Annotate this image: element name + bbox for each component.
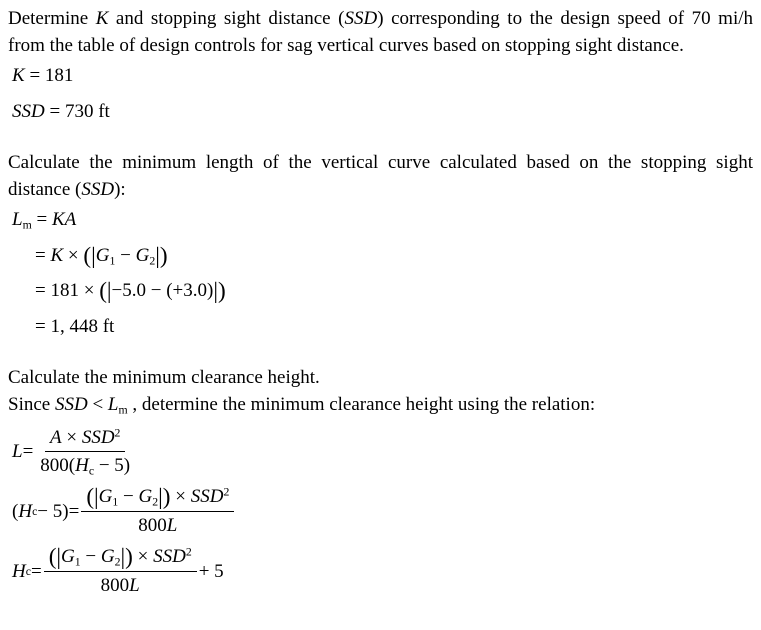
text-run: Calculate the minimum clearance height. [8,367,320,389]
less-than-sign: < [87,393,108,415]
equation-text: 800( [40,455,76,477]
fraction-numerator [44,545,197,572]
text-run: Since [8,393,55,415]
fraction-denominator [35,452,135,478]
var-K: K [12,65,25,87]
equation-lm-line3 [35,277,753,306]
equation-lm-line2 [35,242,753,271]
close-bar-paren: |) [120,544,133,571]
equation-lm-line4 [35,313,753,342]
equals-sign: = [30,560,42,582]
var-G1: G [95,244,110,266]
equals-sign: = [35,244,51,266]
minus-sign: − [115,244,136,266]
equals-sign: = [68,500,80,522]
times-sign: × [61,426,82,448]
times-sign: × [132,546,154,568]
equation-text: = 1, 448 ft [35,315,115,337]
subscript-2: 2 [152,495,159,509]
equals-sign: = [22,440,34,462]
var-G1: G [98,486,113,508]
var-K: K [50,244,64,266]
minus-sign: − [80,546,101,568]
close-bar-paren: |) [155,242,168,269]
equation-text: − 5) [94,455,131,477]
equation-k-value [12,62,753,91]
open-paren-bar: (| [99,278,112,305]
equation-Hc-minus-5: ( H c − 5) = $\frac{(|G_1 - G_2|) \times SSD^2}{800L}$ [12,485,753,538]
var-SSD: SSD [81,178,115,200]
instruction-clearance-height [8,365,753,392]
var-L: L [107,393,119,415]
equation-text: = 181 × [35,280,100,302]
var-L: L [12,209,23,231]
var-H: H [18,500,33,522]
times-sign: × [170,486,191,508]
open-paren-bar: (| [48,544,62,571]
equation-Hc: H c = $\frac{(|G_1 - G_2|) \times SSD^2}{800L}$ + 5 [12,544,224,597]
equation-text: 800 [100,575,130,597]
text-run: and stopping sight distance ( [108,8,345,29]
subscript-m: m [118,403,128,417]
plus-5-term: + 5 [198,560,224,582]
var-H: H [75,455,89,477]
close-bar-paren: |) [213,278,226,305]
equation-text: = 181 [24,65,74,87]
fraction-denominator [133,512,182,538]
times-sign: × [63,244,84,266]
text-run: Calculate the minimum length of the vertical curve calculated based on the stopping sight distance ( [8,152,753,200]
equation-text: − 5) [37,500,69,522]
equation-text: = 730 ft [44,100,110,122]
var-L: L [129,575,140,597]
text-run: , determine the minimum clearance height using the relation: [127,393,596,415]
superscript-2: 2 [114,426,121,440]
subscript-2: 2 [149,254,156,268]
text-run: Determine [8,8,96,29]
equation-text: −5.0 − (+3.0) [111,280,214,302]
subscript-1: 1 [109,254,116,268]
fraction-numerator [45,426,125,453]
equals-sign: = [31,209,52,231]
var-L: L [12,440,23,462]
instruction-relation [8,392,753,419]
var-L: L [166,515,178,537]
equation-L-relation [12,426,753,479]
fraction [44,545,197,598]
fraction-numerator [81,485,234,512]
var-G2: G [100,546,115,568]
text-run: ): [114,178,126,200]
var-K: K [95,8,109,29]
subscript-1: 1 [74,555,81,569]
superscript-2: 2 [185,545,192,559]
open-paren: ( [12,500,19,522]
subscript-1: 1 [112,495,119,509]
var-G1: G [61,546,75,568]
close-bar-paren: |) [158,484,171,511]
equation-ssd-value [12,98,753,127]
var-G2: G [138,486,153,508]
equation-text: 800 [138,515,167,537]
var-KA: KA [51,209,77,231]
subscript-c: c [88,464,95,478]
superscript-2: 2 [223,485,230,499]
var-SSD: SSD [81,426,115,448]
var-G2: G [135,244,150,266]
open-paren-bar: (| [83,242,96,269]
subscript-2: 2 [114,555,121,569]
minus-sign: − [118,486,139,508]
equation-lm-line1 [12,206,753,235]
var-SSD: SSD [54,393,88,415]
var-SSD: SSD [153,546,186,568]
open-paren-bar: (| [86,484,99,511]
fraction [35,426,135,479]
var-SSD: SSD [344,8,378,29]
var-SSD: SSD [12,100,45,122]
var-A: A [49,426,62,448]
problem-statement [8,6,753,59]
instruction-minimum-length [8,150,753,203]
var-SSD: SSD [190,486,224,508]
fraction [81,485,234,538]
subscript-m: m [22,218,32,232]
var-H: H [12,560,26,582]
text-run: ) corresponding to the design speed of 70 mi/h from the table of design controls for sag vertical curves based on stopping sight distance. [8,8,754,56]
fraction-denominator [96,572,145,598]
